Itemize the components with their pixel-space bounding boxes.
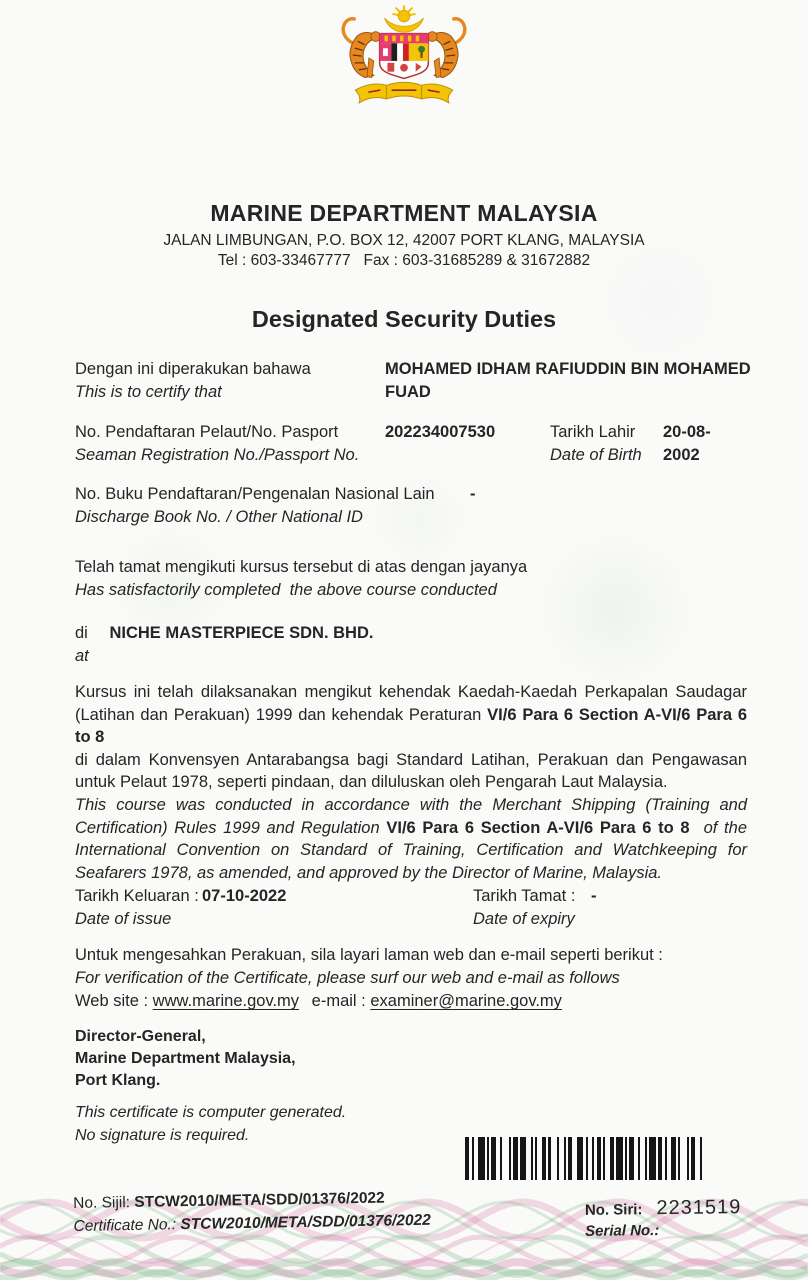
certify-label-my: Dengan ini diperakukan bahawa <box>75 360 311 378</box>
serial-label-my: No. Siri: <box>584 1201 643 1219</box>
certify-label-en: This is to certify that <box>75 382 222 401</box>
certificate-number-block <box>73 1186 431 1238</box>
regulation-paragraph-en: This course was conducted in accordance with the Merchant Shipping (Training and Certification) Rules 1999 and Regulation VI/6 Para 6 Section A-VI/6 Para 6 to 8 of the International Convention on Standard of Training, Certification and Watchkeeping for Seafarers 1978, as amended, and approved by the Director of Marine, Malaysia. <box>75 795 747 882</box>
cert-no-label-my: No. Sijil: <box>73 1193 135 1212</box>
signatory-line-3: Port Klang. <box>75 1072 161 1089</box>
holder-name: MOHAMED IDHAM RAFIUDDIN BIN MOHAMED FUAD <box>385 360 751 401</box>
cert-no-value-en: STCW2010/META/SDD/01376/2022 <box>180 1211 431 1234</box>
expiry-value: - <box>591 887 597 905</box>
barcode <box>465 1137 777 1180</box>
malaysia-coat-of-arms-icon <box>326 4 482 112</box>
regulation-paragraph-my-2: di dalam Konvensyen Antarabangsa bagi Standard Latihan, Perakuan dan Pengawasan untuk Pelaut 1978, seperti pindaan, dan diluluskan oleh Pengarah Laut Malaysia. <box>75 750 747 792</box>
computer-note-line-2: No signature is required. <box>75 1127 250 1144</box>
serial-label-en: Serial No.: <box>585 1222 660 1240</box>
org-telfax: Tel : 603-33467777 Fax : 603-31685289 & 31672882 <box>217 252 591 270</box>
org-address: JALAN LIMBUNGAN, P.O. BOX 12, 42007 PORT KLANG, MALAYSIA <box>163 232 645 250</box>
website-label: Web site : <box>75 992 153 1010</box>
issue-value: 07-10-2022 <box>202 887 287 905</box>
expiry-label-en: Date of expiry <box>473 909 575 928</box>
venue-label-my: di <box>75 624 88 642</box>
expiry-label-my: Tarikh Tamat : <box>473 887 576 905</box>
dob-label-my: Tarikh Lahir <box>550 423 636 441</box>
verification-line-en: For verification of the Certificate, please surf our web and e-mail as follows <box>75 969 620 987</box>
email-link[interactable]: examiner@marine.gov.my <box>370 992 562 1010</box>
verification-line-my: Untuk mengesahkan Perakuan, sila layari laman web dan e-mail seperti berikut : <box>75 946 663 964</box>
dob-label-en: Date of Birth <box>550 445 642 464</box>
issue-label-en: Date of issue <box>75 909 172 928</box>
seaman-no-value: 202234007530 <box>385 423 496 441</box>
email-label: e-mail : <box>311 992 371 1010</box>
regulation-paragraph-my: Kursus ini telah dilaksanakan mengikut kehendak Kaedah-Kaedah Perkapalan Saudagar (Latihan dan Perakuan) 1999 dan kehendak Peraturan VI/6 Para 6 Section A-VI/6 Para 6 to 8 <box>75 683 747 747</box>
doc-title: Designated Security Duties <box>251 306 557 332</box>
completion-line-my: Telah tamat mengikuti kursus tersebut di atas dengan jayanya <box>75 558 528 576</box>
venue-label-en: at <box>75 646 89 665</box>
cert-no-label-en: Certificate No.: <box>73 1216 181 1235</box>
dob-value: 20-08-2002 <box>663 423 711 464</box>
regulation-ref-bold: VI/6 Para 6 Section A-VI/6 Para 6 to 8 <box>75 705 747 747</box>
discharge-label-my: No. Buku Pendaftaran/Pengenalan Nasional Lain <box>75 485 435 503</box>
computer-note-line-1: This certificate is computer generated. <box>75 1104 347 1121</box>
completion-line-en: Has satisfactorily completed the above course conducted <box>75 580 497 599</box>
issue-label-my: Tarikh Keluaran : <box>75 887 199 905</box>
discharge-value: - <box>470 485 476 503</box>
signatory-line-2: Marine Department Malaysia, <box>75 1050 296 1067</box>
cert-no-value: STCW2010/META/SDD/01376/2022 <box>134 1189 385 1211</box>
serial-number-block <box>585 1197 742 1242</box>
serial-value: 2231519 <box>656 1196 742 1220</box>
website-link[interactable]: www.marine.gov.my <box>152 992 300 1010</box>
venue-value: NICHE MASTERPIECE SDN. BHD. <box>109 624 374 642</box>
signatory-line-1: Director-General, <box>75 1028 206 1045</box>
seaman-no-label-en: Seaman Registration No./Passport No. <box>75 445 360 464</box>
org-name: MARINE DEPARTMENT MALAYSIA <box>210 200 598 226</box>
regulation-ref-bold-en: VI/6 Para 6 Section A-VI/6 Para 6 to 8 <box>386 818 690 837</box>
discharge-label-en: Discharge Book No. / Other National ID <box>75 507 363 526</box>
seaman-no-label-my: No. Pendaftaran Pelaut/No. Pasport <box>75 423 339 441</box>
